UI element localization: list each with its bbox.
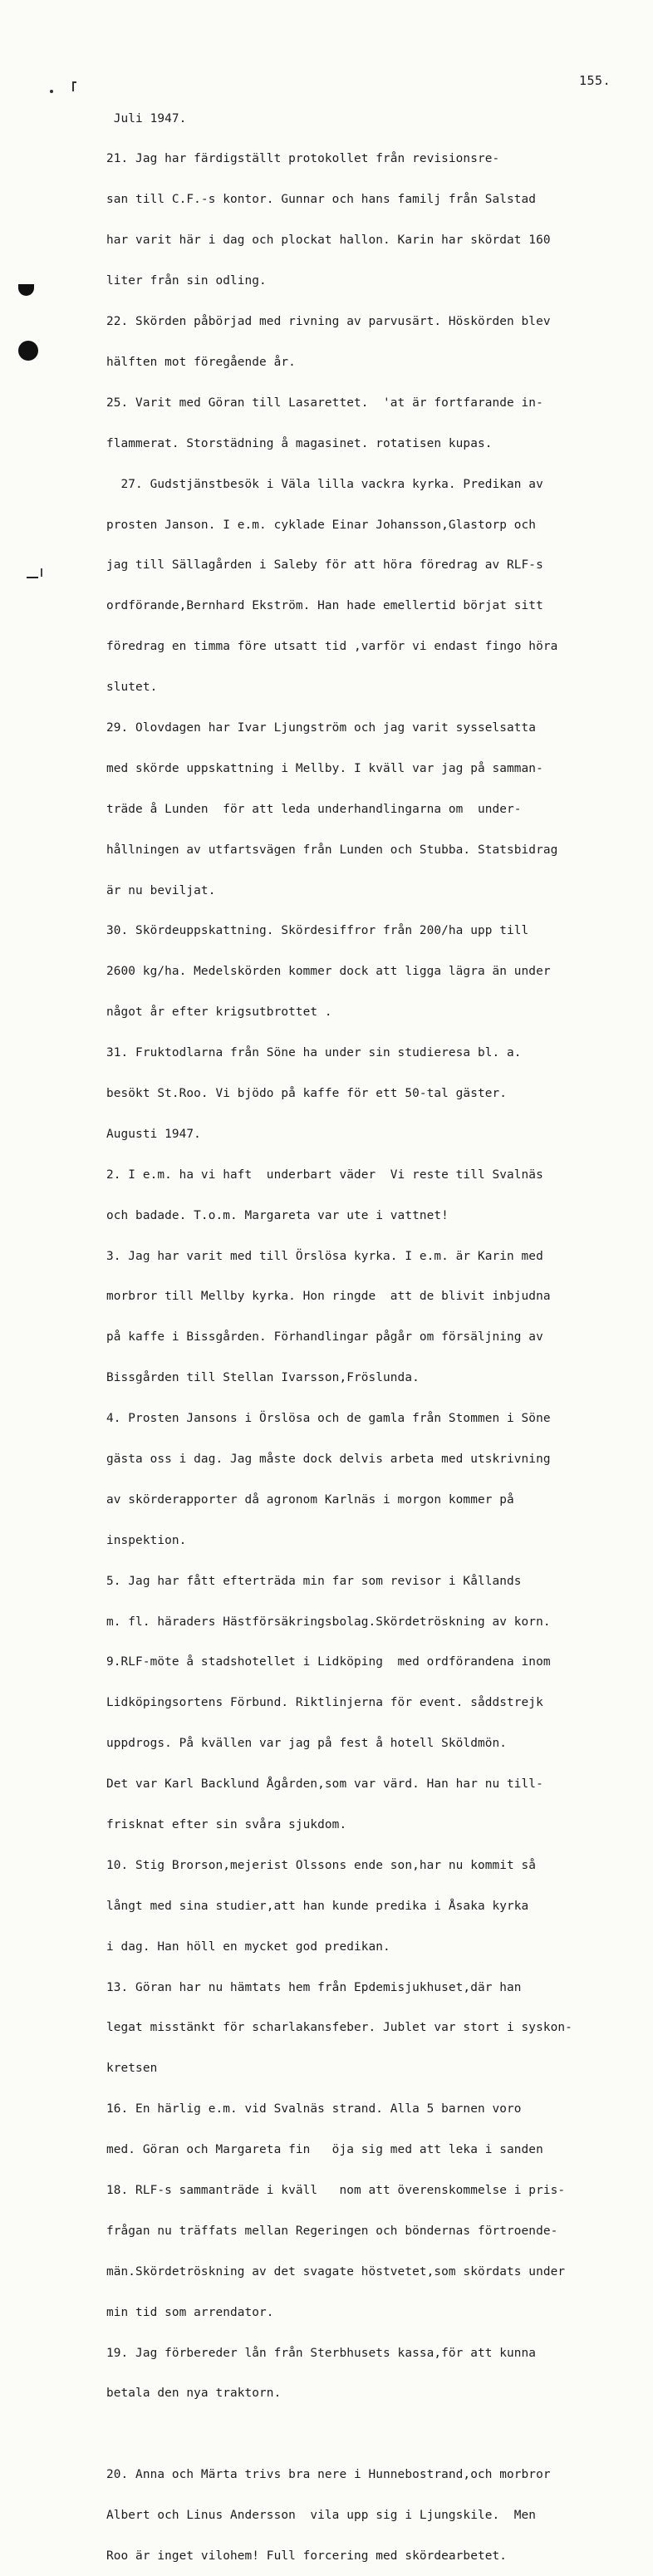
text-line: flammerat. Storstädning å magasinet. rotatisen kupas. — [106, 436, 493, 450]
text-line: 4. Prosten Jansons i Örslösa och de gamla från Stommen i Söne — [106, 1412, 551, 1426]
text-line: slutet. — [106, 681, 158, 695]
text-line: ordförande,Bernhard Ekström. Han hade emellertid börjat sitt — [106, 599, 543, 613]
text-line: morbror till Mellby kyrka. Hon ringde att de blivit inbjudna — [106, 1290, 551, 1304]
text-line: inspektion. — [106, 1533, 187, 1547]
margin-tick-mark — [72, 81, 74, 91]
text-line: något år efter krigsutbrottet . — [106, 1005, 332, 1020]
text-line: långt med sina studier,att han kunde predika i Åsaka kyrka — [106, 1899, 529, 1913]
text-line: uppdrogs. På kvällen var jag på fest å hotell Sköldmön. — [106, 1737, 508, 1751]
text-line: hälften mot föregående år. — [106, 355, 296, 369]
text-line: 30. Skördeuppskattning. Skördesiffror från 200/ha upp till — [106, 924, 529, 938]
text-line: Juli 1947. — [106, 111, 187, 125]
text-line: har varit här i dag och plockat hallon. Karin har skördat 160 — [106, 234, 551, 248]
text-line: 25. Varit med Göran till Lasarettet. 'at är fortfarande in- — [106, 396, 543, 410]
text-line: 20. Anna och Märta trivs bra nere i Hunnebostrand,och morbror — [106, 2467, 551, 2481]
blank-line — [106, 2427, 638, 2441]
text-line: med skörde uppskattning i Mellby. I kväll var jag på samman- — [106, 761, 543, 775]
text-line: besökt St.Roo. Vi bjödo på kaffe för ett 50-tal gäster. — [106, 1086, 508, 1100]
text-line: Det var Karl Backlund Ågården,som var värd. Han har nu till- — [106, 1777, 543, 1792]
text-line: legat misstänkt för scharlakansfeber. Jublet var stort i syskon- — [106, 2021, 572, 2035]
text-line: 2. I e.m. ha vi haft underbart väder Vi reste till Svalnäs — [106, 1168, 543, 1182]
text-line: Roo är inget vilohem! Full forcering med skördearbetet. — [106, 2549, 508, 2563]
text-line: 3. Jag har varit med till Örslösa kyrka. I e.m. är Karin med — [106, 1249, 543, 1263]
text-line: 29. Olovdagen har Ivar Ljungström och jag varit sysselsatta — [106, 720, 537, 735]
text-line: 10. Stig Brorson,mejerist Olssons ende son,har nu kommit så — [106, 1858, 537, 1872]
text-line: av skörderapporter då agronom Karlnäs i morgon kommer på — [106, 1492, 514, 1507]
text-line: 16. En härlig e.m. vid Svalnäs strand. Alla 5 barnen voro — [106, 2102, 522, 2116]
text-line: 9.RLF-möte å stadshotellet i Lidköping med ordförandena inom — [106, 1655, 551, 1669]
text-line: frågan nu träffats mellan Regeringen och böndernas förtroende- — [106, 2224, 558, 2238]
text-line: 18. RLF-s sammanträde i kväll nom att överenskommelse i pris- — [106, 2184, 566, 2198]
text-line: san till C.F.-s kontor. Gunnar och hans familj från Salstad — [106, 193, 537, 207]
text-line: träde å Lunden för att leda underhandlingarna om under- — [106, 802, 522, 816]
text-line: på kaffe i Bissgården. Förhandlingar pågår om försäljning av — [106, 1330, 543, 1345]
text-line: 22. Skörden påbörjad med rivning av parvusärt. Höskörden blev — [106, 315, 551, 329]
text-line: 2600 kg/ha. Medelskörden kommer dock att ligga lägra än under — [106, 965, 551, 979]
text-line: och badade. T.o.m. Margareta var ute i vattnet! — [106, 1208, 449, 1222]
margin-dot-mark — [50, 90, 53, 93]
text-line: Augusti 1947. — [106, 1127, 201, 1141]
text-line: män.Skördetröskning av det svagate höstvetet,som skördats under — [106, 2264, 566, 2279]
text-line: med. Göran och Margareta fin öja sig med att leka i sanden — [106, 2143, 543, 2157]
text-line: betala den nya traktorn. — [106, 2387, 282, 2401]
text-line: liter från sin odling. — [106, 274, 267, 288]
punch-hole — [18, 341, 38, 361]
margin-dash-mark — [27, 577, 38, 578]
text-line: 13. Göran har nu hämtats hem från Epdemisjukhuset,där han — [106, 1980, 522, 1994]
text-line: 27. Gudstjänstbesök i Väla lilla vackra kyrka. Predikan av — [106, 477, 543, 491]
text-line: gästa oss i dag. Jag måste dock delvis arbeta med utskrivning — [106, 1452, 551, 1466]
text-line: hållningen av utfartsvägen från Lunden och Stubba. Statsbidrag — [106, 843, 558, 857]
text-line: min tid som arrendator. — [106, 2305, 274, 2319]
text-line: prosten Janson. I e.m. cyklade Einar Johansson,Glastorp och — [106, 518, 537, 532]
page-number: 155. — [579, 73, 611, 88]
text-line: är nu beviljat. — [106, 883, 216, 897]
ink-blot-mark — [18, 284, 34, 296]
text-line: kretsen — [106, 2062, 158, 2076]
text-line: frisknat efter sin svåra sjukdom. — [106, 1818, 347, 1831]
text-line: föredrag en timma före utsatt tid ,varför vi endast fingo höra — [106, 640, 558, 654]
text-line: Lidköpingsortens Förbund. Riktlinjerna för event. såddstrejk — [106, 1696, 543, 1710]
text-line: jag till Sällagården i Saleby för att höra föredrag av RLF-s — [106, 558, 543, 573]
text-line: Albert och Linus Andersson vila upp sig i Ljungskile. Men — [106, 2508, 537, 2522]
diary-text — [106, 85, 638, 2576]
text-line: 21. Jag har färdigställt protokollet från revisionsre- — [106, 152, 500, 166]
text-line: 19. Jag förbereder lån från Sterbhusets kassa,för att kunna — [106, 2346, 537, 2360]
text-line: i dag. Han höll en mycket god predikan. — [106, 1939, 390, 1954]
text-line: 5. Jag har fått efterträda min far som revisor i Kållands — [106, 1574, 522, 1588]
text-line: m. fl. häraders Hästförsäkringsbolag.Skördetröskning av korn. — [106, 1615, 551, 1629]
text-line: 31. Fruktodlarna från Söne ha under sin studieresa bl. a. — [106, 1046, 522, 1060]
text-line: Bissgården till Stellan Ivarsson,Fröslunda. — [106, 1371, 420, 1385]
